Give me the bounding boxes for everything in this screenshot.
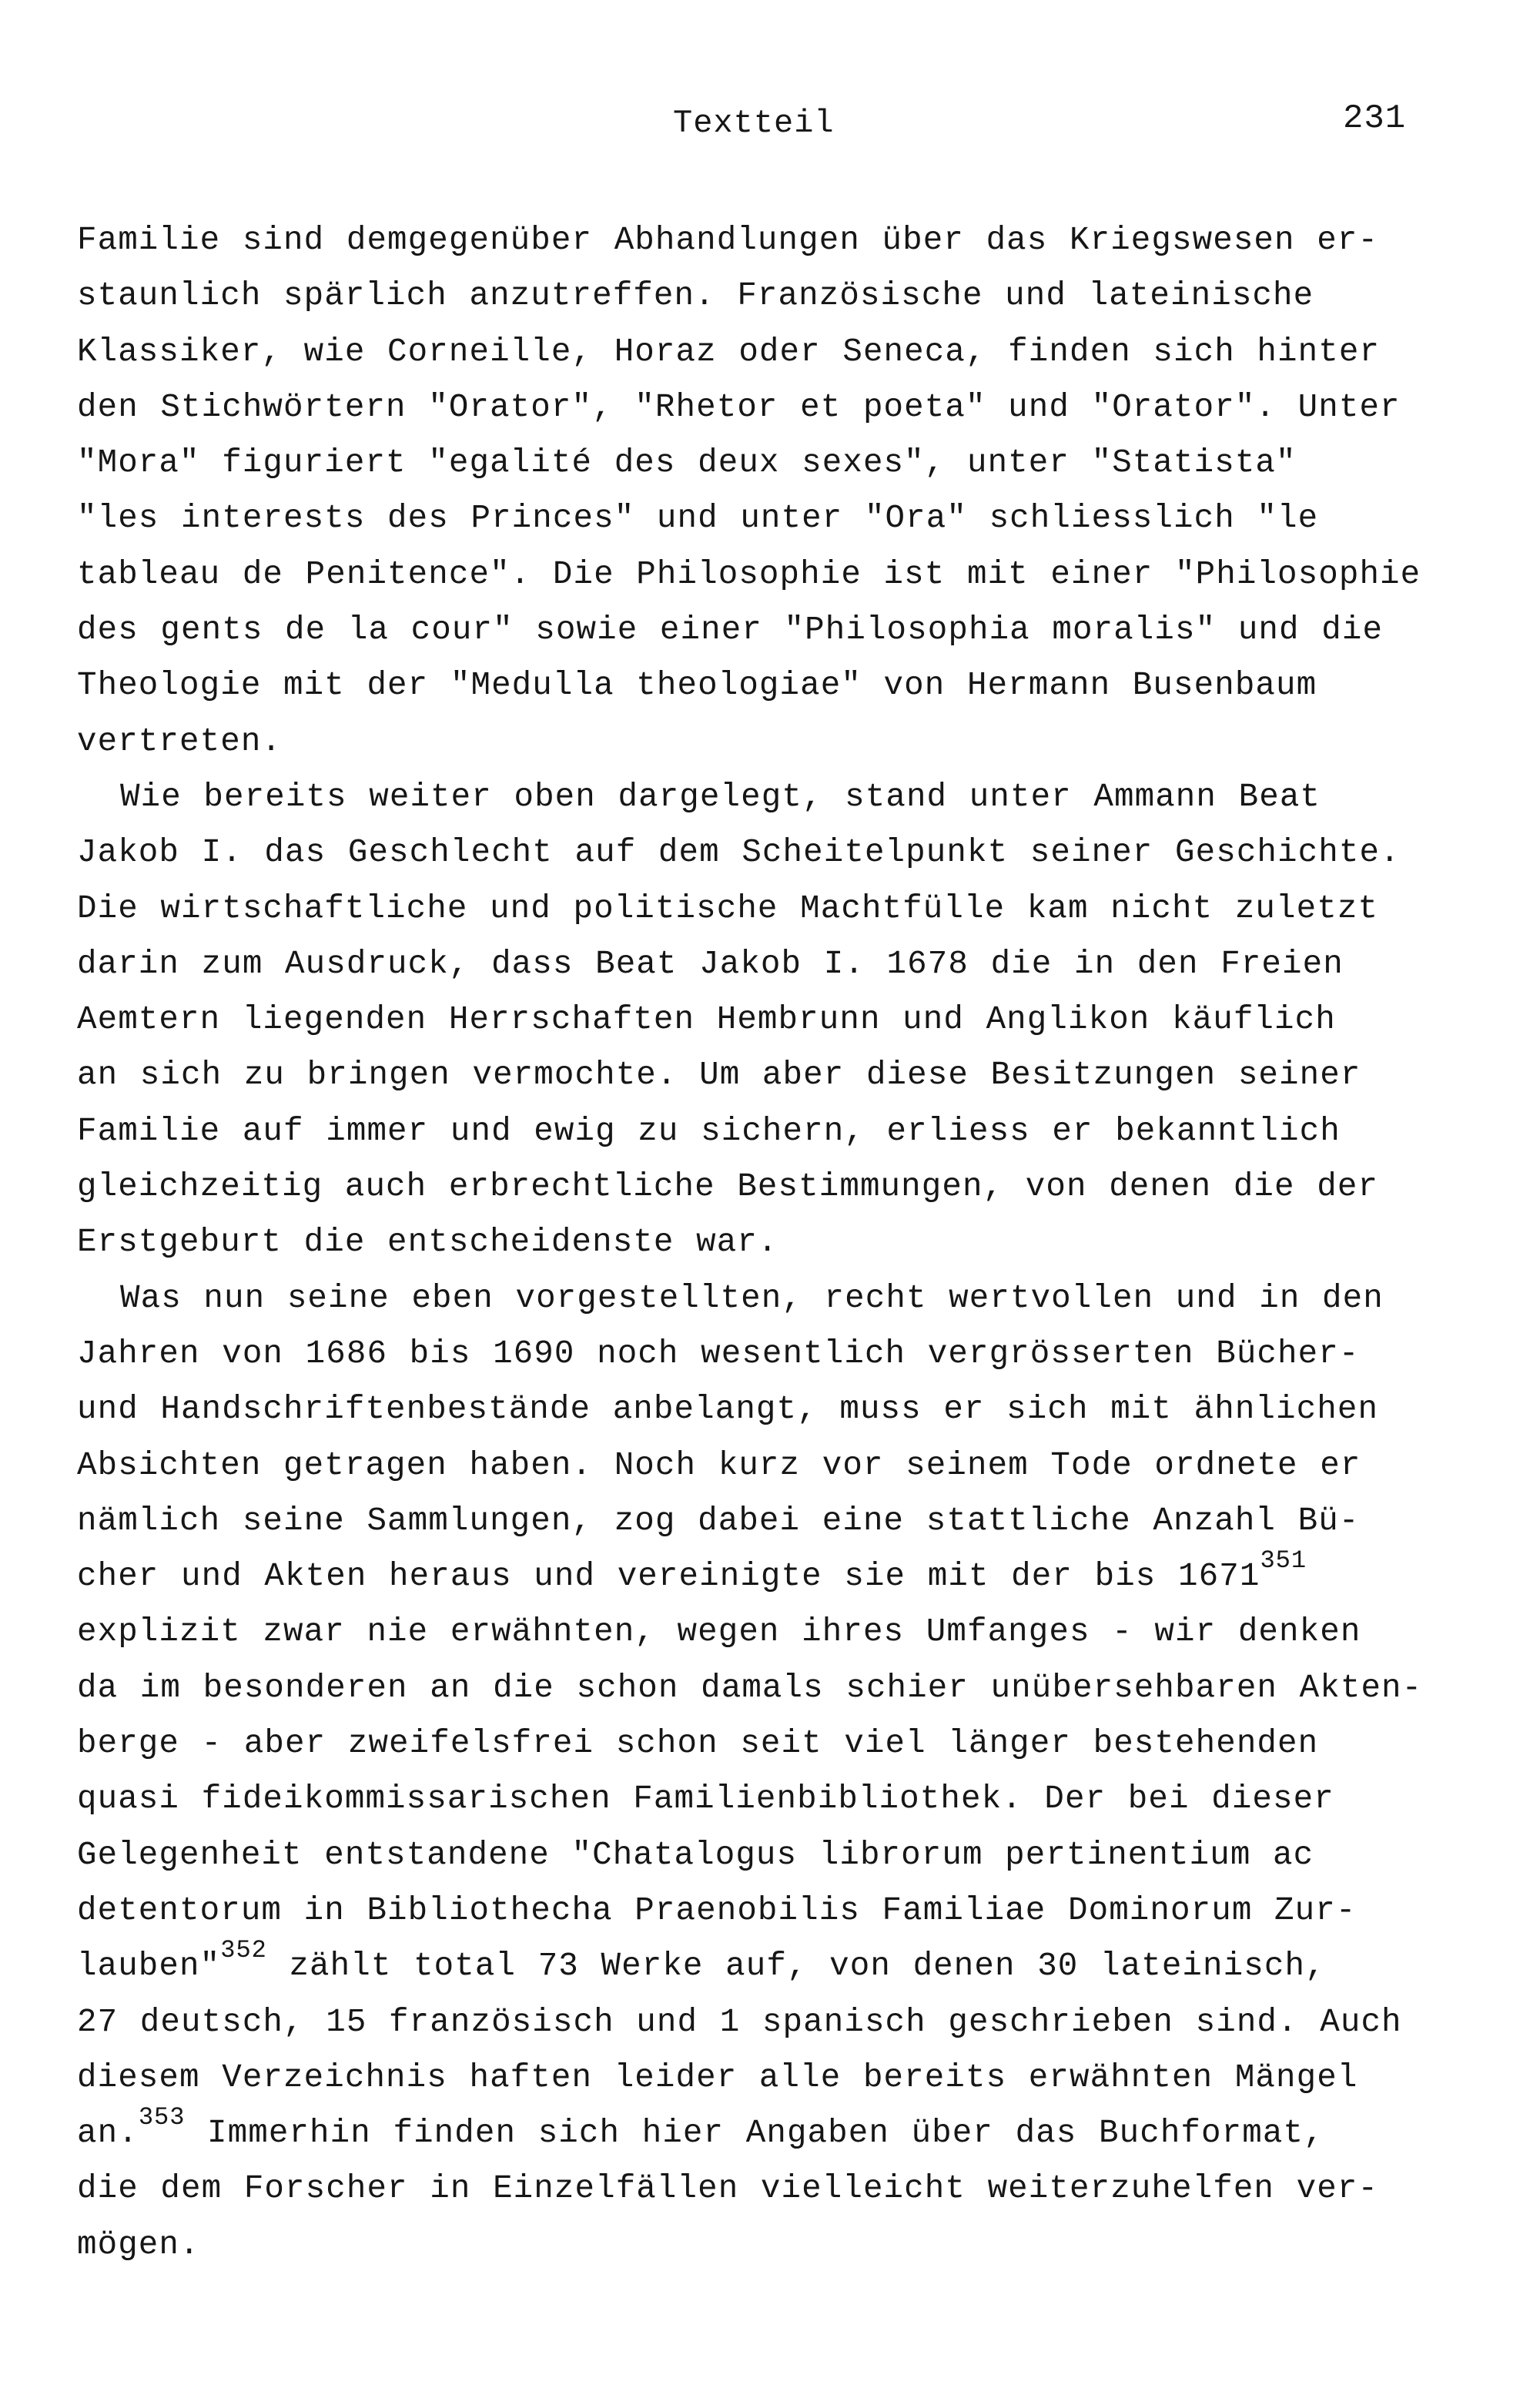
- text-line: Aemtern liegenden Herrschaften Hembrunn und Anglikon käuflich: [77, 1001, 1336, 1039]
- footnote-ref-351: 351: [1260, 1546, 1307, 1575]
- text-line: explizit zwar nie erwähnten, wegen ihres Umfanges - wir denken: [77, 1613, 1361, 1651]
- text-line: 27 deutsch, 15 französisch und 1 spanisch geschrieben sind. Auch: [77, 2003, 1402, 2041]
- footnote-ref-352: 352: [220, 1936, 267, 1965]
- footnote-ref-353: 353: [138, 2102, 186, 2132]
- text-line: "les interests des Princes" und unter "Ora" schliesslich "le: [77, 500, 1319, 538]
- text-line: Absichten getragen haben. Noch kurz vor seinem Tode ordnete er: [77, 1446, 1361, 1484]
- text-line: des gents de la cour" sowie einer "Philosophia moralis" und die: [77, 611, 1384, 649]
- text-line: detentorum in Bibliothecha Praenobilis Familiae Dominorum Zur-: [77, 1891, 1357, 1929]
- text-line: mögen.: [77, 2226, 200, 2263]
- text-line: den Stichwörtern "Orator", "Rhetor et poeta" und "Orator". Unter: [77, 388, 1401, 426]
- page-number: 231: [1343, 99, 1407, 138]
- text-line: die dem Forscher in Einzelfällen vielleicht weiterzuhelfen ver-: [77, 2170, 1379, 2208]
- text-line: Familie auf immer und ewig zu sichern, erliess er bekanntlich: [77, 1112, 1341, 1150]
- text-line: Klassiker, wie Corneille, Horaz oder Seneca, finden sich hinter: [77, 333, 1381, 370]
- text-line: Familie sind demgegenüber Abhandlungen über das Kriegswesen er-: [77, 222, 1379, 259]
- text-line: tableau de Penitence". Die Philosophie ist mit einer "Philosophie: [77, 555, 1421, 593]
- text-line: [77, 2102, 1525, 2161]
- text-line: darin zum Ausdruck, dass Beat Jakob I. 1678 die in den Freien: [77, 945, 1344, 983]
- text-line-tail: Immerhin finden sich hier Angaben über das Buchformat,: [185, 2115, 1324, 2152]
- text-line: [77, 1546, 1525, 1604]
- text-line: Was nun seine eben vorgestellten, recht wertvollen und in den: [120, 1279, 1384, 1317]
- text-line-tail: zählt total 73 Werke auf, von denen 30 lateinisch,: [266, 1948, 1326, 1985]
- text-line-content: an.: [77, 2115, 139, 2152]
- text-line: Jahren von 1686 bis 1690 noch wesentlich vergrösserten Bücher-: [77, 1335, 1360, 1372]
- text-line: diesem Verzeichnis haften leider alle bereits erwähnten Mängel: [77, 2058, 1358, 2096]
- text-line: Theologie mit der "Medulla theologiae" von Hermann Busenbaum: [77, 667, 1317, 705]
- text-line: und Handschriftenbestände anbelangt, muss er sich mit ähnlichen: [77, 1391, 1379, 1429]
- text-line: staunlich spärlich anzutreffen. Französische und lateinische: [77, 277, 1314, 315]
- text-line-content: lauben": [77, 1948, 221, 1985]
- text-line: Wie bereits weiter oben dargelegt, stand unter Ammann Beat: [120, 778, 1321, 816]
- text-line: nämlich seine Sammlungen, zog dabei eine stattliche Anzahl Bü-: [77, 1502, 1360, 1539]
- text-line: quasi fideikommissarischen Familienbibliothek. Der bei dieser: [77, 1780, 1334, 1818]
- text-line: vertreten.: [77, 722, 283, 760]
- text-line: an sich zu bringen vermochte. Um aber diese Besitzungen seiner: [77, 1057, 1361, 1094]
- text-line: Gelegenheit entstandene "Chatalogus librorum pertinentium ac: [77, 1836, 1314, 1874]
- text-line: berge - aber zweifelsfrei schon seit viel länger bestehenden: [77, 1725, 1319, 1763]
- running-title: Textteil: [673, 105, 835, 142]
- text-line: Erstgeburt die entscheidenste war.: [77, 1224, 778, 1261]
- body-text: [77, 213, 1525, 2273]
- text-line: "Mora" figuriert "egalité des deux sexes", unter "Statista": [77, 444, 1297, 482]
- text-line: da im besonderen an die schon damals schier unübersehbaren Akten-: [77, 1669, 1423, 1707]
- text-line: gleichzeitig auch erbrechtliche Bestimmungen, von denen die der: [77, 1168, 1379, 1206]
- text-line: Jakob I. das Geschlecht auf dem Scheitelpunkt seiner Geschichte.: [77, 834, 1401, 872]
- text-line: [77, 1938, 1525, 1994]
- text-line: Die wirtschaftliche und politische Machtfülle kam nicht zuletzt: [77, 889, 1379, 927]
- text-line-content: cher und Akten heraus und vereinigte sie mit der bis 1671: [77, 1558, 1260, 1596]
